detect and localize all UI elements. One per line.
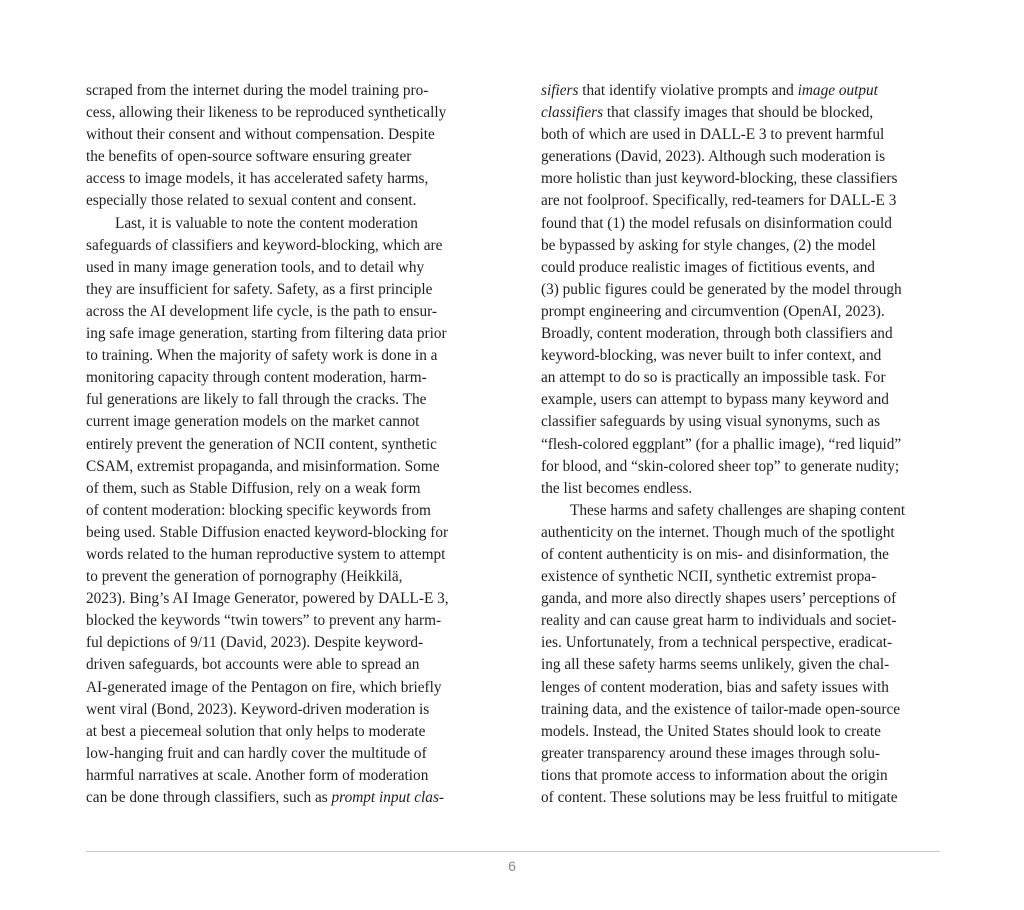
text-line: especially those related to sexual content and consent. bbox=[86, 192, 417, 210]
text-line: greater transparency around these images through solu- bbox=[541, 744, 880, 762]
text-line: being used. Stable Diffusion enacted keyword-blocking for bbox=[86, 523, 449, 541]
text-line: entirely prevent the generation of NCII content, synthetic bbox=[86, 435, 437, 453]
text-line: went viral (Bond, 2023). Keyword-driven moderation is bbox=[86, 700, 430, 718]
text-line: be bypassed by asking for style changes, (2) the model bbox=[541, 236, 876, 254]
italic-term: prompt input clas- bbox=[331, 789, 444, 806]
footer-divider bbox=[86, 851, 940, 852]
text-line: blocked the keywords “twin towers” to prevent any harm- bbox=[86, 612, 442, 630]
text-line: of content authenticity is on mis- and disinformation, the bbox=[541, 545, 889, 563]
text-line: ful generations are likely to fall through the cracks. The bbox=[86, 391, 427, 409]
text-line: monitoring capacity through content moderation, harm- bbox=[86, 369, 427, 387]
text-line bbox=[86, 787, 486, 809]
text-line bbox=[541, 102, 941, 124]
text-line: to training. When the majority of safety work is done in a bbox=[86, 347, 438, 365]
text-line: the list becomes endless. bbox=[541, 479, 693, 497]
text-run: can be done through classifiers, such as bbox=[86, 789, 332, 806]
text-run: that classify images that should be blocked, bbox=[603, 104, 874, 122]
text-line: generations (David, 2023). Although such moderation is bbox=[541, 148, 886, 166]
text-line: they are insufficient for safety. Safety, as a first principle bbox=[86, 280, 433, 298]
text-line: words related to the human reproductive system to attempt bbox=[86, 545, 446, 563]
text-line: scraped from the internet during the model training pro- bbox=[86, 82, 429, 99]
text-line: without their consent and without compensation. Despite bbox=[86, 126, 435, 144]
paragraph-start-line: Last, it is valuable to note the content moderation bbox=[115, 214, 418, 232]
text-line: current image generation models on the market cannot bbox=[86, 413, 420, 431]
text-line: harmful narratives at scale. Another form of moderation bbox=[86, 766, 429, 784]
text-line: example, users can attempt to bypass many keyword and bbox=[541, 391, 889, 409]
text-line bbox=[541, 80, 941, 102]
text-line: CSAM, extremist propaganda, and misinformation. Some bbox=[86, 457, 440, 475]
text-line: existence of synthetic NCII, synthetic extremist propa- bbox=[541, 568, 877, 586]
text-line: for blood, and “skin-colored sheer top” to generate nudity; bbox=[541, 457, 900, 475]
text-line: classifier safeguards by using visual synonyms, such as bbox=[541, 413, 881, 431]
text-line: ing safe image generation, starting from filtering data prior bbox=[86, 325, 447, 343]
text-line: used in many image generation tools, and to detail why bbox=[86, 258, 425, 276]
text-line: cess, allowing their likeness to be reproduced synthetically bbox=[86, 104, 447, 122]
text-line: safeguards of classifiers and keyword-blocking, which are bbox=[86, 236, 443, 254]
text-line: models. Instead, the United States should look to create bbox=[541, 722, 881, 740]
text-line: “flesh-colored eggplant” (for a phallic image), “red liquid” bbox=[541, 435, 902, 453]
text-line: low-hanging fruit and can hardly cover the multitude of bbox=[86, 744, 427, 762]
text-line: ies. Unfortunately, from a technical perspective, eradicat- bbox=[541, 634, 893, 652]
text-line: authenticity on the internet. Though much of the spotlight bbox=[541, 523, 895, 541]
text-line: an attempt to do so is practically an impossible task. For bbox=[541, 369, 886, 387]
italic-term: image output bbox=[797, 82, 878, 99]
italic-term: classifiers bbox=[541, 104, 604, 122]
text-line: the benefits of open-source software ensuring greater bbox=[86, 148, 412, 166]
text-line: access to image models, it has accelerated safety harms, bbox=[86, 170, 429, 188]
text-line: ing all these safety harms seems unlikely, given the chal- bbox=[541, 656, 890, 674]
text-line: of them, such as Stable Diffusion, rely on a weak form bbox=[86, 479, 421, 497]
text-line: Broadly, content moderation, through both classifiers and bbox=[541, 325, 893, 343]
text-line: both of which are used in DALL-E 3 to prevent harmful bbox=[541, 126, 885, 144]
text-line: at best a piecemeal solution that only helps to moderate bbox=[86, 722, 426, 740]
text-line: AI-generated image of the Pentagon on fire, which briefly bbox=[86, 678, 442, 696]
text-line: are not foolproof. Specifically, red-teamers for DALL-E 3 bbox=[541, 192, 897, 210]
text-run: that identify violative prompts and bbox=[578, 82, 798, 99]
text-column-left bbox=[86, 80, 486, 809]
italic-term: sifiers bbox=[541, 82, 579, 99]
text-line: of content moderation: blocking specific keywords from bbox=[86, 501, 431, 519]
text-line: (3) public figures could be generated by the model through bbox=[541, 280, 902, 298]
text-line: across the AI development life cycle, is the path to ensur- bbox=[86, 302, 437, 320]
text-line: driven safeguards, bot accounts were able to spread an bbox=[86, 656, 420, 674]
text-line: more holistic than just keyword-blocking, these classifiers bbox=[541, 170, 898, 188]
page-number: 6 bbox=[508, 858, 516, 874]
text-line: tions that promote access to information about the origin bbox=[541, 766, 888, 784]
text-line: ful depictions of 9/11 (David, 2023). Despite keyword- bbox=[86, 634, 424, 652]
text-line: to prevent the generation of pornography (Heikkilä, bbox=[86, 568, 403, 586]
text-line: keyword-blocking, was never built to infer context, and bbox=[541, 347, 882, 365]
text-line: 2023). Bing’s AI Image Generator, powered by DALL-E 3, bbox=[86, 590, 449, 608]
text-line: prompt engineering and circumvention (OpenAI, 2023). bbox=[541, 302, 885, 320]
text-column-right bbox=[541, 80, 941, 809]
text-line: could produce realistic images of fictitious events, and bbox=[541, 258, 875, 276]
text-line: reality and can cause great harm to individuals and societ- bbox=[541, 612, 897, 630]
paragraph-start-line: These harms and safety challenges are shaping content bbox=[570, 501, 906, 519]
text-line: lenges of content moderation, bias and safety issues with bbox=[541, 678, 889, 696]
text-line: of content. These solutions may be less fruitful to mitigate bbox=[541, 789, 898, 806]
text-line: training data, and the existence of tailor-made open-source bbox=[541, 700, 901, 718]
text-line: ganda, and more also directly shapes users’ perceptions of bbox=[541, 590, 897, 608]
text-line: found that (1) the model refusals on disinformation could bbox=[541, 214, 892, 232]
